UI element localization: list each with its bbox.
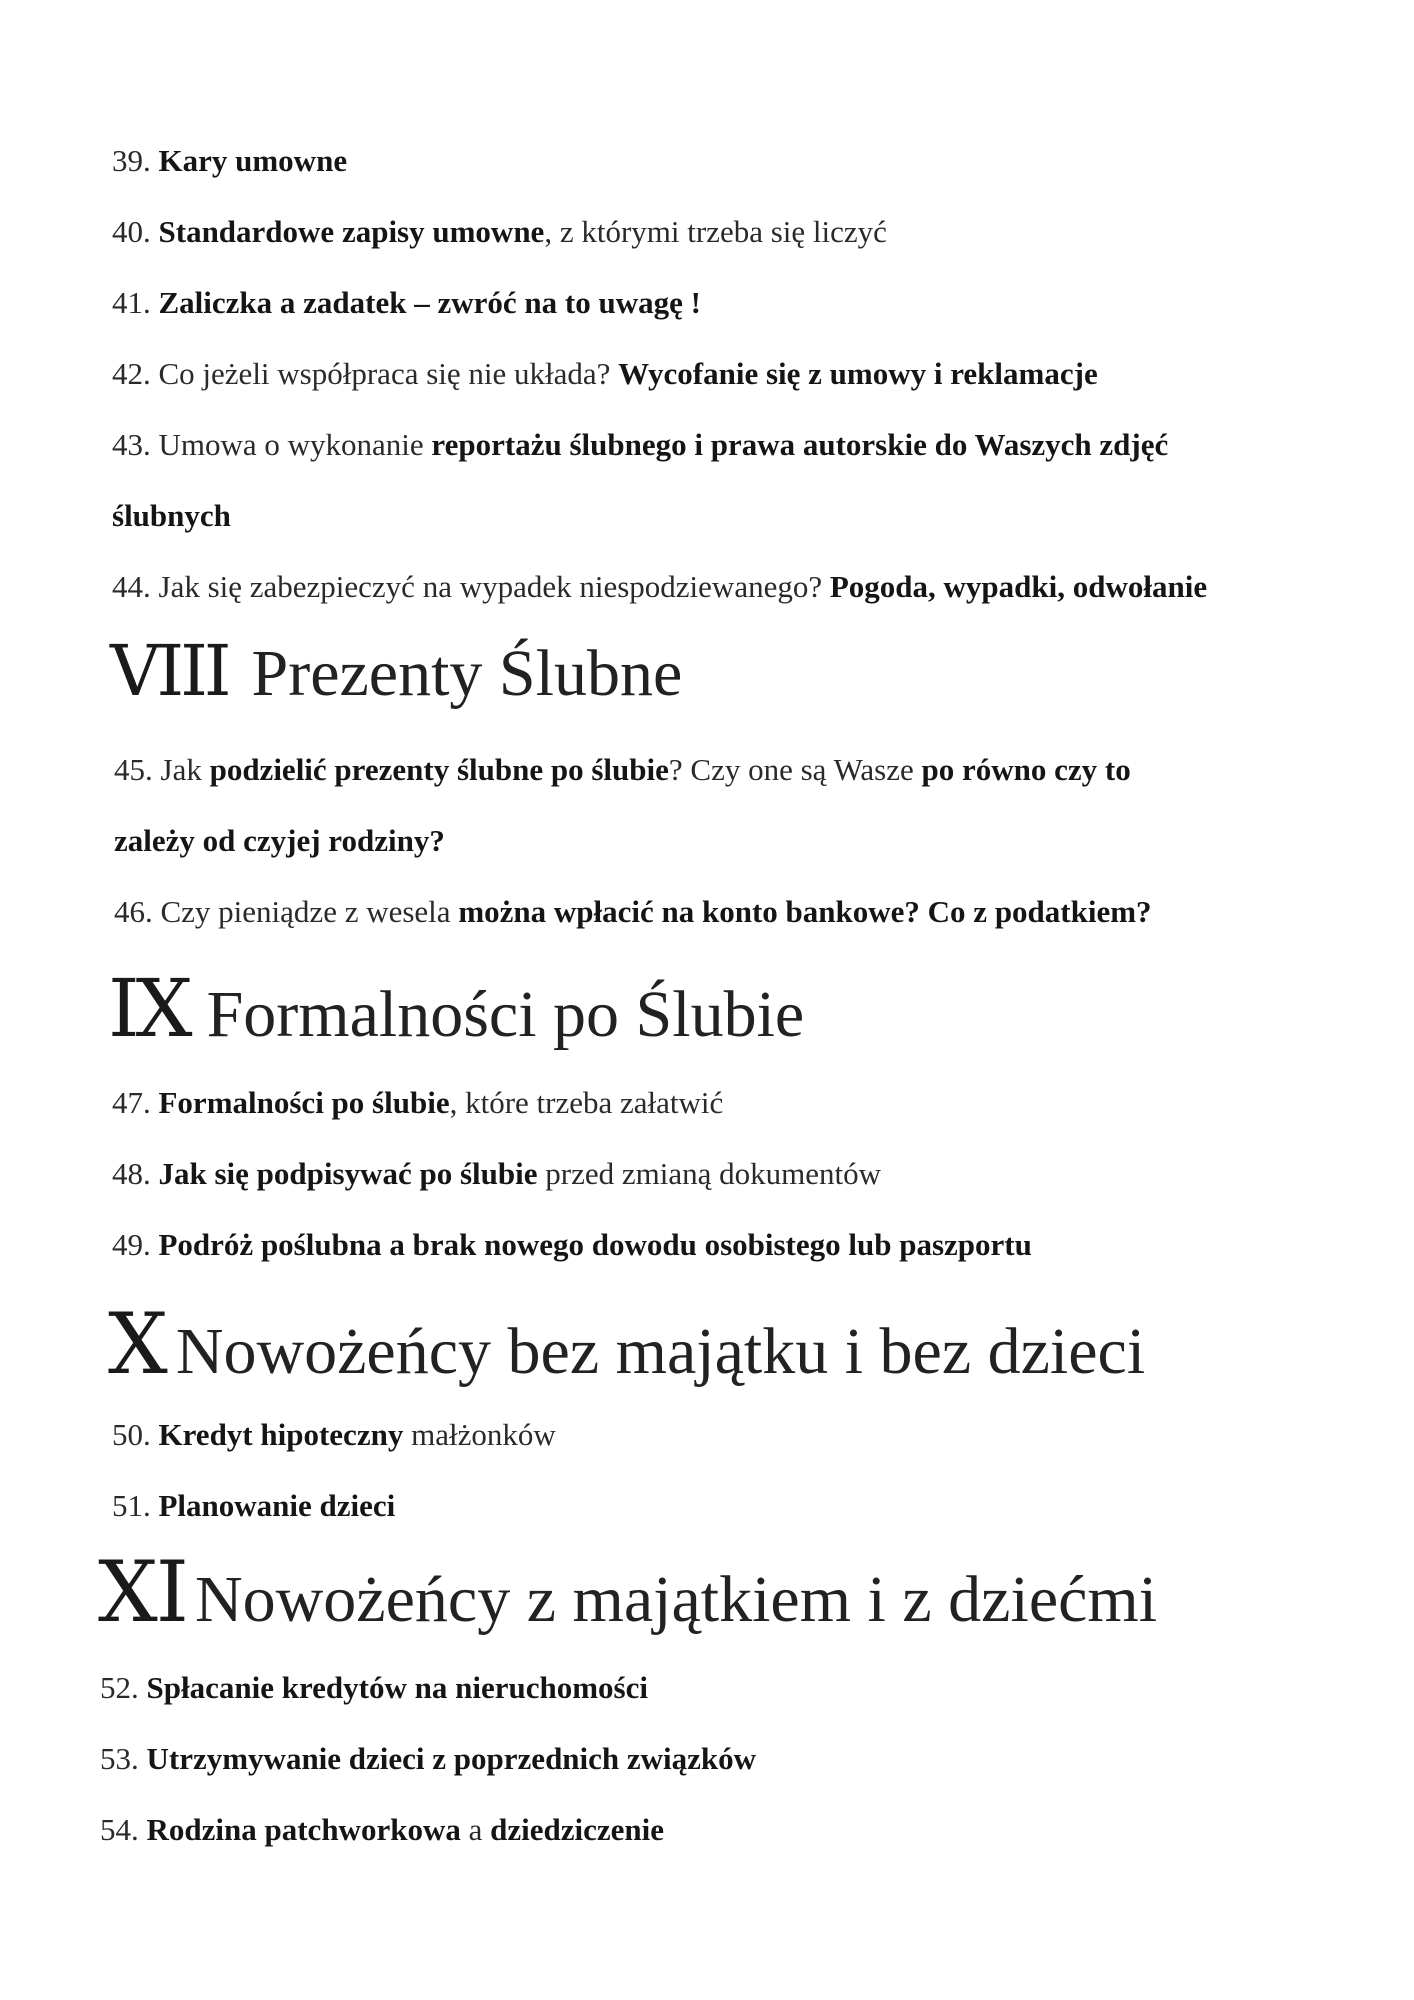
item-number: 49. — [112, 1227, 151, 1262]
item-text-bold: Utrzymywanie dzieci z poprzednich związków — [146, 1741, 757, 1776]
item-number: 45. — [114, 752, 153, 787]
list-item-53 — [100, 1739, 756, 1779]
item-text — [151, 1227, 159, 1262]
item-text: , z którymi trzeba się liczyć — [544, 214, 887, 249]
item-number: 44. — [112, 569, 151, 604]
list-item-41 — [112, 283, 701, 323]
list-item-45-continued — [114, 821, 445, 861]
item-text-bold: Formalności po ślubie — [158, 1085, 450, 1120]
item-text-bold: po równo czy to — [921, 752, 1131, 787]
item-number: 54. — [100, 1812, 139, 1847]
list-item-40 — [112, 212, 887, 252]
item-number: 39. — [112, 143, 151, 178]
list-item-47 — [112, 1083, 723, 1123]
item-number: 51. — [112, 1488, 151, 1523]
item-text: Co jeżeli współpraca się nie układa? — [150, 356, 619, 391]
item-text — [139, 1670, 147, 1705]
section-numeral: VIII — [110, 630, 228, 712]
item-text-bold: Standardowe zapisy umowne — [158, 214, 545, 249]
list-item-50 — [112, 1415, 556, 1455]
item-text-bold: Spłacanie kredytów na nieruchomości — [146, 1670, 648, 1705]
list-item-39 — [112, 141, 347, 181]
item-text-bold: Podróż poślubna a brak nowego dowodu osobistego lub paszportu — [158, 1227, 1032, 1262]
item-number: 48. — [112, 1156, 151, 1191]
list-item-45 — [114, 750, 1131, 790]
item-number: 42. — [112, 356, 151, 391]
item-text-bold: Rodzina patchworkowa — [146, 1812, 461, 1847]
item-text: , które trzeba załatwić — [449, 1085, 724, 1120]
item-text-bold: zależy od czyjej rodziny? — [114, 823, 445, 858]
item-text-bold: Planowanie dzieci — [158, 1488, 396, 1523]
list-item-54 — [100, 1810, 664, 1850]
item-number: 52. — [100, 1670, 139, 1705]
item-text — [151, 214, 159, 249]
item-text: Jak — [152, 752, 210, 787]
section-title: Nowożeńcy bez majątku i bez dzieci — [175, 1315, 1146, 1388]
section-title: Formalności po Ślubie — [206, 978, 805, 1051]
item-number: 46. — [114, 894, 153, 929]
item-text: Czy pieniądze z wesela — [152, 894, 459, 929]
list-item-49 — [112, 1225, 1032, 1265]
item-text — [151, 1417, 159, 1452]
list-item-42 — [112, 354, 1098, 394]
item-text: przed zmianą dokumentów — [537, 1156, 881, 1191]
item-text — [151, 1085, 159, 1120]
list-item-48 — [112, 1154, 881, 1194]
list-item-51 — [112, 1486, 395, 1526]
item-text — [151, 1156, 159, 1191]
list-item-46 — [114, 892, 1152, 932]
item-number: 47. — [112, 1085, 151, 1120]
section-heading-viii — [110, 630, 682, 712]
section-title: Nowożeńcy z majątkiem i z dziećmi — [194, 1563, 1158, 1636]
item-text-bold: podzielić prezenty ślubne po ślubie — [209, 752, 669, 787]
item-number: 41. — [112, 285, 151, 320]
item-text-bold: Zaliczka a zadatek – zwróć na to uwagę ! — [158, 285, 701, 320]
section-heading-ix — [108, 962, 804, 1055]
list-item-52 — [100, 1668, 648, 1708]
item-text-bold: Jak się podpisywać po ślubie — [158, 1156, 538, 1191]
section-numeral: X — [108, 1295, 168, 1393]
item-text-bold: dziedziczenie — [490, 1812, 664, 1847]
item-text-bold: reportażu ślubnego i prawa autorskie do Waszych zdjęć — [431, 427, 1169, 462]
section-heading-x — [108, 1295, 1145, 1393]
item-number: 43. — [112, 427, 151, 462]
item-text: Umowa o wykonanie — [150, 427, 432, 462]
item-text-bold: Kredyt hipoteczny — [158, 1417, 404, 1452]
item-text — [139, 1812, 147, 1847]
item-text-bold: ślubnych — [112, 498, 231, 533]
item-text-bold: Wycofanie się z umowy i reklamacje — [618, 356, 1098, 391]
item-text-bold: Pogoda, wypadki, odwołanie — [829, 569, 1208, 604]
item-number: 50. — [112, 1417, 151, 1452]
item-text-bold: można wpłacić na konto bankowe? Co z podatkiem? — [458, 894, 1152, 929]
list-item-43 — [112, 425, 1168, 465]
item-text: ? Czy one są Wasze — [668, 752, 922, 787]
section-heading-xi — [98, 1543, 1157, 1641]
item-text — [151, 1488, 159, 1523]
item-text — [151, 285, 159, 320]
list-item-44 — [112, 567, 1207, 607]
section-numeral: IX — [108, 962, 189, 1055]
item-text: Jak się zabezpieczyć na wypadek niespodziewanego? — [150, 569, 830, 604]
item-text — [151, 143, 159, 178]
item-text-bold: Kary umowne — [158, 143, 348, 178]
item-number: 53. — [100, 1741, 139, 1776]
item-number: 40. — [112, 214, 151, 249]
item-text: małżonków — [403, 1417, 556, 1452]
list-item-43-continued — [112, 496, 231, 536]
item-text: a — [460, 1812, 491, 1847]
item-text — [139, 1741, 147, 1776]
section-numeral: XI — [98, 1543, 187, 1641]
section-title: Prezenty Ślubne — [251, 637, 683, 710]
